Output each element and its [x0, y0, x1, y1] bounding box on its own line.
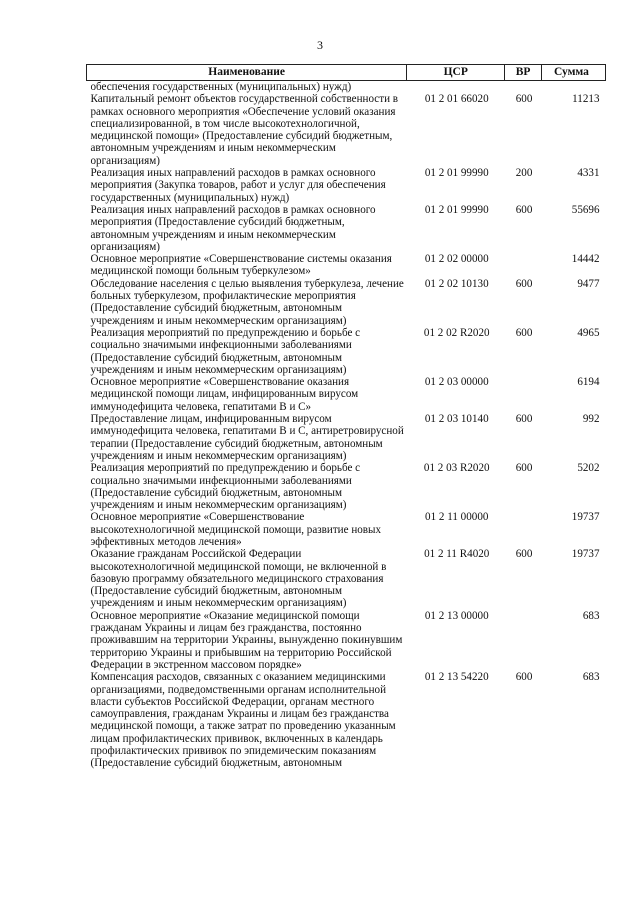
cell-csr: 01 2 13 00000	[424, 609, 489, 622]
table-row	[87, 167, 606, 204]
cell-sum: 11213	[572, 93, 600, 106]
cell-sum: 19737	[571, 511, 600, 524]
cell-sum: 992	[582, 413, 600, 426]
table-row	[87, 204, 606, 253]
cell-csr: 01 2 01 66020	[424, 93, 489, 106]
table-row	[87, 671, 606, 769]
cell-sum: 683	[582, 609, 600, 622]
cell-sum: 9477	[577, 277, 600, 290]
table-row	[87, 610, 606, 671]
cell-sum	[541, 81, 605, 94]
table-row	[87, 548, 606, 609]
cell-sum: 4965	[577, 326, 600, 339]
cell-vr: 600	[515, 548, 533, 561]
cell-sum: 683	[582, 671, 600, 684]
cell-name: Компенсация расходов, связанных с оказанием медицинскими организациями, подведомственными органам исполнительной власти субъектов Российской Федерации, органам местного самоуправления, гражданам Украины и лицам без гражданства медицинской помощи, а также затрат по проведению указанным лицам профилактических прививок, включенных в календарь профилактических прививок по эпидемическим показаниям (Предоставление субсидий бюджетным, автономным	[90, 671, 396, 770]
cell-csr: 01 2 02 10130	[424, 277, 489, 290]
cell-name: обеспечения государственных (муниципальных) нужд)	[90, 81, 352, 93]
cell-vr	[505, 81, 542, 94]
cell-csr: 01 2 03 R2020	[423, 462, 490, 475]
cell-vr: 600	[515, 671, 533, 684]
cell-name: Реализация мероприятий по предупреждению и борьбе с социально значимыми инфекционными заболеваниями (Предоставление субсидий бюджетным, автономным учреждениям и иным некоммерческим организациям)	[90, 462, 361, 512]
cell-vr: 600	[515, 413, 533, 426]
cell-csr: 01 2 01 99990	[424, 203, 489, 216]
page-number: 3	[317, 38, 323, 52]
table-row	[87, 327, 606, 376]
budget-table	[86, 64, 606, 770]
cell-sum: 6194	[577, 376, 600, 389]
cell-vr: 600	[515, 277, 533, 290]
cell-vr: 600	[515, 462, 533, 475]
cell-vr: 600	[515, 203, 533, 216]
cell-name: Основное мероприятие «Совершенствование системы оказания медицинской помощи больным туберкулезом»	[90, 253, 392, 278]
table-row	[87, 81, 606, 94]
cell-vr: 600	[515, 326, 533, 339]
table-row	[87, 278, 606, 327]
header-csr: ЦСР	[407, 65, 505, 81]
table-body	[87, 81, 606, 770]
cell-csr: 01 2 01 99990	[424, 167, 489, 180]
table-row	[87, 376, 606, 413]
table-row	[87, 511, 606, 548]
cell-csr	[407, 81, 505, 94]
header-sum: Сумма	[541, 65, 605, 81]
cell-csr: 01 2 03 00000	[424, 376, 489, 389]
cell-name: Оказание гражданам Российской Федерации высокотехнологичной медицинской помощи, не включенной в базовую программу обязательного медицинского страхования (Предоставление субсидий бюджетным, автономным учреждениям и иным некоммерческим организациям)	[90, 548, 387, 610]
cell-name: Основное мероприятие «Оказание медицинской помощи гражданам Украины и лицам без гражданства, постоянно проживавшим на территории Украины, вынужденно покинувшим территорию Украины и прибывшим на территорию Российской Федерации в экстренном массовом порядке»	[90, 609, 403, 671]
header-name: Наименование	[87, 65, 407, 81]
cell-name: Капитальный ремонт объектов государственной собственности в рамках основного мероприятия «Обеспечение условий оказания специализированной, в том числе высокотехнологичной, медицинской помощи» (Предоставление субсидий бюджетным, автономным учреждениям и иным некоммерческим организациям)	[90, 93, 399, 167]
header-vr: ВР	[505, 65, 542, 81]
cell-name: Предоставление лицам, инфицированным вирусом иммунодефицита человека, гепатитами В и С, антиретровирусной терапии (Предоставление субсидий бюджетным, автономным учреждениям и иным некоммерческим организациям)	[90, 413, 404, 462]
cell-name: Реализация мероприятий по предупреждению и борьбе с социально значимыми инфекционными заболеваниями (Предоставление субсидий бюджетным, автономным учреждениям и иным некоммерческим организациям)	[90, 326, 361, 376]
cell-name: Основное мероприятие «Совершенствование высокотехнологичной медицинской помощи, развитие новых эффективных методов лечения»	[90, 511, 382, 548]
cell-name: Основное мероприятие «Совершенствование оказания медицинской помощи лицам, инфицированным вирусом иммунодефицита человека, гепатитами В и С»	[90, 376, 359, 413]
table-row	[87, 413, 606, 462]
cell-csr: 01 2 02 R2020	[423, 326, 490, 339]
cell-sum: 55696	[571, 203, 600, 216]
cell-name: Обследование населения с целью выявления туберкулеза, лечение больных туберкулезом, профилактические мероприятия (Предоставление субсидий бюджетным, автономным учреждениям и иным некоммерческим организациям)	[90, 277, 404, 327]
cell-vr	[505, 610, 542, 671]
cell-sum: 5202	[577, 462, 600, 475]
table-row	[87, 93, 606, 167]
table-header-row	[87, 65, 606, 81]
cell-name: Реализация иных направлений расходов в рамках основного мероприятия (Закупка товаров, работ и услуг для обеспечения государственных (муниципальных) нужд)	[90, 167, 386, 204]
cell-csr: 01 2 02 00000	[424, 253, 489, 266]
cell-csr: 01 2 03 10140	[424, 413, 489, 426]
cell-csr: 01 2 13 54220	[424, 671, 489, 684]
table-row	[87, 253, 606, 278]
cell-sum: 4331	[577, 167, 600, 180]
table-row	[87, 462, 606, 511]
cell-vr: 600	[515, 93, 533, 106]
cell-name: Реализация иных направлений расходов в рамках основного мероприятия (Предоставление субсидий бюджетным, автономным учреждениям и иным некоммерческим организациям)	[90, 203, 376, 253]
cell-sum: 14442	[571, 253, 600, 266]
cell-vr	[505, 376, 542, 413]
cell-vr: 200	[515, 167, 533, 180]
cell-vr	[505, 253, 542, 278]
cell-sum: 19737	[571, 548, 600, 561]
cell-csr: 01 2 11 00000	[425, 511, 489, 524]
cell-csr: 01 2 11 R4020	[424, 548, 490, 561]
cell-vr	[505, 511, 542, 548]
